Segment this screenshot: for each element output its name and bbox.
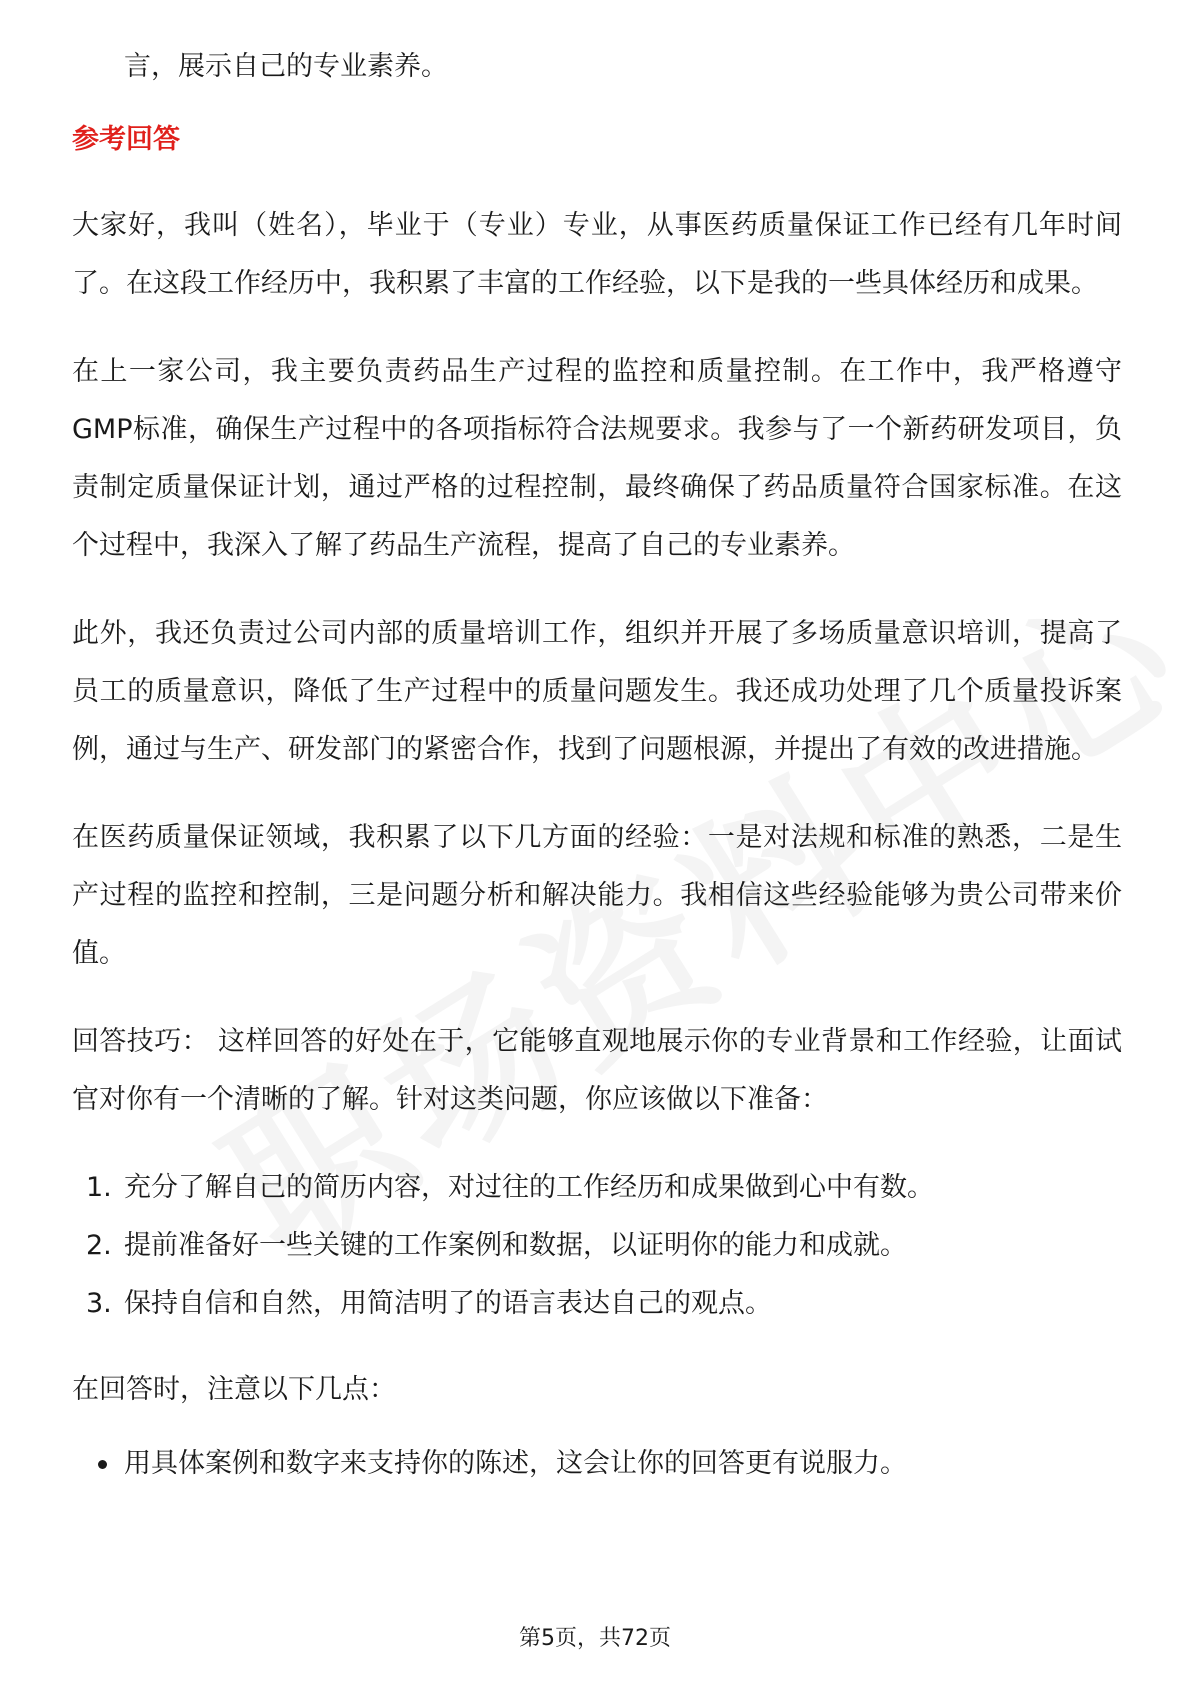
list-item-text: 用具体案例和数字来支持你的陈述，这会让你的回答更有说服力。: [124, 1448, 907, 1479]
list-item: [72, 1217, 1122, 1275]
numbered-list: [72, 1159, 1122, 1333]
list-number: 1.: [86, 1172, 112, 1203]
bullet-dot-icon: [98, 1460, 107, 1469]
paragraph: 此外，我还负责过公司内部的质量培训工作，组织并开展了多场质量意识培训，提高了员工的质量意识，降低了生产过程中的质量问题发生。我还成功处理了几个质量投诉案例，通过与生产、研发部门的紧密合作，找到了问题根源，并提出了有效的改进措施。: [72, 618, 1122, 765]
page-content: [72, 48, 1122, 1493]
paragraph: 在上一家公司，我主要负责药品生产过程的监控和质量控制。在工作中，我严格遵守GMP标准，确保生产过程中的各项指标符合法规要求。我参与了一个新药研发项目，负责制定质量保证计划，通过严格的过程控制，最终确保了药品质量符合国家标准。在这个过程中，我深入了解了药品生产流程，提高了自己的专业素养。: [72, 356, 1122, 561]
list-item: [72, 1435, 1122, 1493]
list-number: 3.: [86, 1288, 112, 1319]
list-number: 2.: [86, 1230, 112, 1261]
list-item: [72, 1159, 1122, 1217]
page-number-footer: 第5页，共72页: [519, 1626, 671, 1651]
continued-line: 言，展示自己的专业素养。: [124, 51, 448, 82]
list-item: [72, 1275, 1122, 1333]
section-heading: 参考回答: [72, 124, 180, 155]
paragraph: 大家好，我叫（姓名），毕业于（专业）专业，从事医药质量保证工作已经有几年时间了。在这段工作经历中，我积累了丰富的工作经验，以下是我的一些具体经历和成果。: [72, 210, 1122, 299]
bullet-list: [72, 1435, 1122, 1493]
paragraph-tips: 回答技巧： 这样回答的好处在于，它能够直观地展示你的专业背景和工作经验，让面试官对你有一个清晰的了解。针对这类问题，你应该做以下准备：: [72, 1026, 1122, 1115]
paragraph: 在医药质量保证领域，我积累了以下几方面的经验：一是对法规和标准的熟悉，二是生产过程的监控和控制，三是问题分析和解决能力。我相信这些经验能够为贵公司带来价值。: [72, 822, 1122, 969]
list-item-text: 保持自信和自然，用简洁明了的语言表达自己的观点。: [124, 1288, 772, 1319]
list-item-text: 提前准备好一些关键的工作案例和数据，以证明你的能力和成就。: [124, 1230, 907, 1261]
list-item-text: 充分了解自己的简历内容，对过往的工作经历和成果做到心中有数。: [124, 1172, 934, 1203]
note-intro: 在回答时，注意以下几点：: [72, 1374, 396, 1405]
